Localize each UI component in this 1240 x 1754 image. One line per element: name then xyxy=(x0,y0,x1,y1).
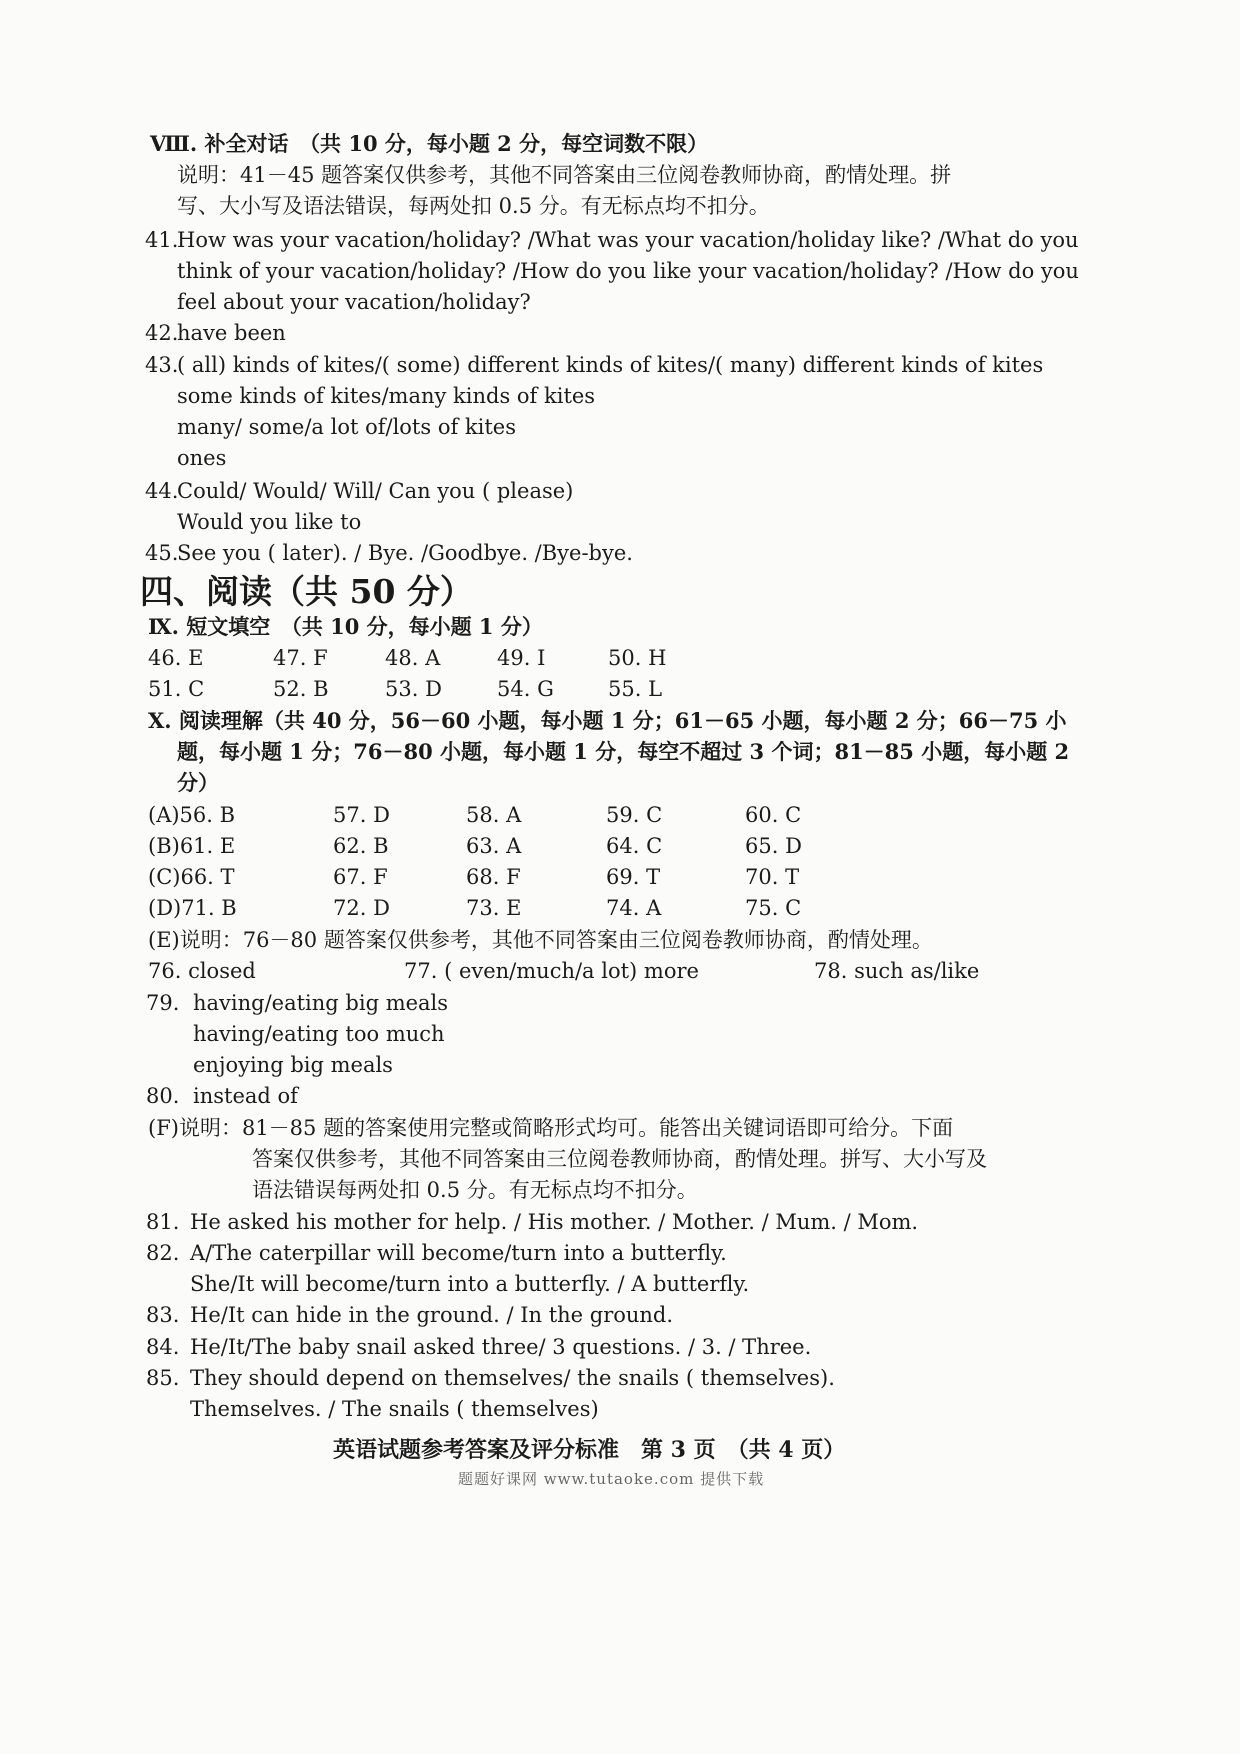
answer-line: Could/ Would/ Will/ Can you ( please) xyxy=(177,479,574,503)
answer-line: How was your vacation/holiday? /What was your vacation/holiday like? /What do you xyxy=(177,228,1079,252)
section-f-note-line-3: 语法错误每两处扣 0.5 分。有无标点均不扣分。 xyxy=(252,1178,698,1202)
answer-cell: 69. T xyxy=(606,865,661,889)
answer-cell: 76. closed xyxy=(148,959,256,983)
answer-cell: 49. I xyxy=(497,646,546,670)
answer-line: ones xyxy=(177,446,227,470)
answer-cell: (C)66. T xyxy=(148,865,235,889)
question-number: 80. xyxy=(146,1084,180,1108)
question-number: 42. xyxy=(145,321,179,345)
answer-line: A/The caterpillar will become/turn into a butterfly. xyxy=(190,1241,727,1265)
answer-line: instead of xyxy=(193,1084,298,1108)
answer-cell: 54. G xyxy=(497,677,554,701)
answer-cell: (B)61. E xyxy=(148,834,236,858)
answer-line: ( all) kinds of kites/( some) different kinds of kites/( many) different kinds of kites xyxy=(177,353,1044,377)
answer-line: He/It/The baby snail asked three/ 3 questions. / 3. / Three. xyxy=(190,1335,812,1359)
question-number: 82. xyxy=(146,1241,180,1265)
answer-cell: 59. C xyxy=(606,803,663,827)
answer-cell: 75. C xyxy=(745,896,802,920)
answer-cell: 51. C xyxy=(148,677,205,701)
question-number: 43. xyxy=(145,353,179,377)
question-number: 81. xyxy=(146,1210,180,1234)
source-watermark: 题题好课网 www.tutaoke.com 提供下载 xyxy=(458,1470,765,1488)
section-10-heading-line-1: Ⅹ. 阅读理解（共 40 分，56－60 小题，每小题 1 分；61－65 小题，每小题 2 分；66－75 小 xyxy=(148,708,1067,733)
answer-cell: 67. F xyxy=(333,865,388,889)
answer-line: have been xyxy=(177,321,286,345)
answer-line: enjoying big meals xyxy=(193,1053,393,1077)
answer-cell: 64. C xyxy=(606,834,663,858)
answer-line: some kinds of kites/many kinds of kites xyxy=(177,384,596,408)
answer-cell: 58. A xyxy=(466,803,522,827)
answer-line: He asked his mother for help. / His mother. / Mother. / Mum. / Mom. xyxy=(190,1210,919,1234)
answer-cell: 47. F xyxy=(273,646,328,670)
answer-line: Themselves. / The snails ( themselves) xyxy=(190,1397,599,1421)
answer-cell: 78. such as/like xyxy=(814,959,980,983)
answer-line: many/ some/a lot of/lots of kites xyxy=(177,415,516,439)
section-10-heading-line-2: 题，每小题 1 分；76－80 小题，每小题 1 分，每空不超过 3 个词；81－85 小题，每小题 2 xyxy=(177,739,1070,764)
answer-cell: 50. H xyxy=(608,646,667,670)
section-8-note-line-2: 写、大小写及语法错误，每两处扣 0.5 分。有无标点均不扣分。 xyxy=(177,194,770,218)
page-footer: 英语试题参考答案及评分标准 第 3 页 （共 4 页） xyxy=(333,1437,846,1463)
answer-cell: 48. A xyxy=(385,646,441,670)
answer-cell: 74. A xyxy=(606,896,662,920)
question-number: 79. xyxy=(146,991,180,1015)
section-10-heading-line-3: 分） xyxy=(177,770,219,795)
answer-line: She/It will become/turn into a butterfly. / A butterfly. xyxy=(190,1272,750,1296)
answer-line: See you ( later). / Bye. /Goodbye. /Bye-bye. xyxy=(177,541,633,565)
question-number: 44. xyxy=(145,479,179,503)
question-number: 85. xyxy=(146,1366,180,1390)
answer-line: feel about your vacation/holiday? xyxy=(177,290,531,314)
answer-line: He/It can hide in the ground. / In the ground. xyxy=(190,1303,674,1327)
answer-cell: 57. D xyxy=(333,803,390,827)
answer-line: having/eating big meals xyxy=(193,991,449,1015)
answer-cell: (D)71. B xyxy=(148,896,237,920)
question-number: 45. xyxy=(145,541,179,565)
answer-line: Would you like to xyxy=(177,510,362,534)
answer-cell: 46. E xyxy=(148,646,204,670)
answer-cell: 62. B xyxy=(333,834,389,858)
section-8-note-line-1: 说明：41－45 题答案仅供参考，其他不同答案由三位阅卷教师协商，酌情处理。拼 xyxy=(177,163,952,187)
answer-cell: 77. ( even/much/a lot) more xyxy=(404,959,699,983)
section-f-note-line-2: 答案仅供参考，其他不同答案由三位阅卷教师协商，酌情处理。拼写、大小写及 xyxy=(252,1147,987,1171)
question-number: 84. xyxy=(146,1335,180,1359)
answer-cell: 63. A xyxy=(466,834,522,858)
answer-cell: 70. T xyxy=(745,865,800,889)
answer-line: think of your vacation/holiday? /How do you like your vacation/holiday? /How do you xyxy=(177,259,1079,283)
answer-cell: 73. E xyxy=(466,896,522,920)
answer-cell: 55. L xyxy=(608,677,663,701)
section-8-heading: Ⅷ. 补全对话 （共 10 分，每小题 2 分，每空词数不限） xyxy=(150,131,709,156)
section-9-heading: Ⅸ. 短文填空 （共 10 分，每小题 1 分） xyxy=(148,614,543,639)
answer-cell: 72. D xyxy=(333,896,390,920)
section-e-note: (E)说明：76－80 题答案仅供参考，其他不同答案由三位阅卷教师协商，酌情处理。 xyxy=(148,928,933,952)
answer-cell: (A)56. B xyxy=(148,803,236,827)
answer-cell: 60. C xyxy=(745,803,802,827)
answer-line: They should depend on themselves/ the snails ( themselves). xyxy=(190,1366,835,1390)
part-4-title: 四、阅读（共 50 分） xyxy=(140,572,473,611)
question-number: 41. xyxy=(145,228,179,252)
answer-cell: 65. D xyxy=(745,834,802,858)
answer-cell: 52. B xyxy=(273,677,329,701)
answer-line: having/eating too much xyxy=(193,1022,445,1046)
question-number: 83. xyxy=(146,1303,180,1327)
section-f-note-line-1: (F)说明：81－85 题的答案使用完整或简略形式均可。能答出关键词语即可给分。下面 xyxy=(148,1116,954,1140)
answer-cell: 53. D xyxy=(385,677,442,701)
answer-cell: 68. F xyxy=(466,865,521,889)
